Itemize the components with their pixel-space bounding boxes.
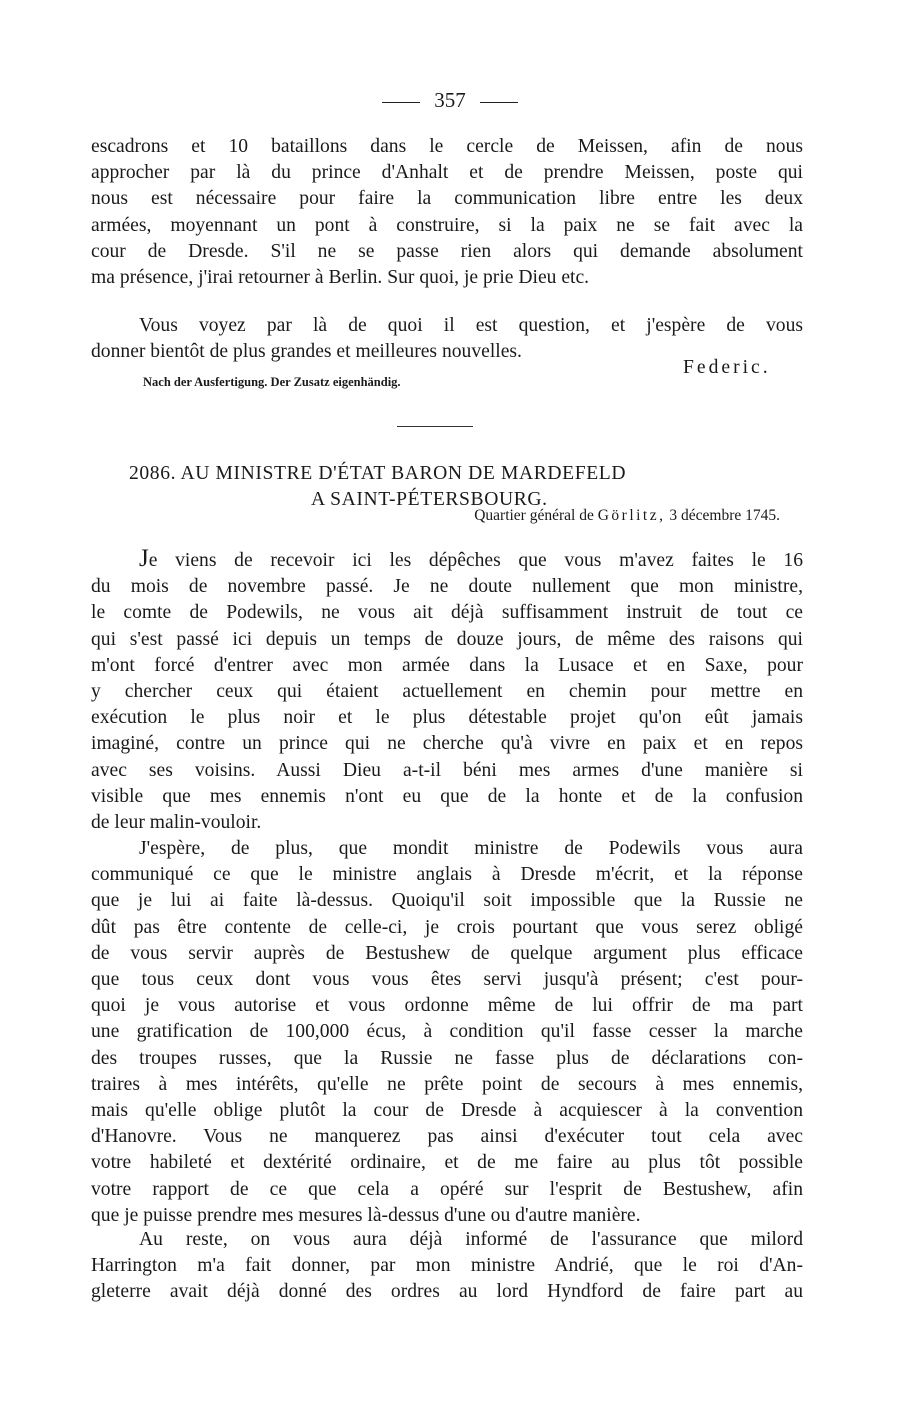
text-line: y chercher ceux qui étaient actuellement en chemin pour mettre en <box>91 681 803 703</box>
letter-paragraph-1 <box>91 545 803 836</box>
text-line <box>91 545 803 574</box>
header-rule-left <box>382 102 420 103</box>
text-line: d'Hanovre. Vous ne manquerez pas ainsi d'exécuter tout cela avec <box>91 1126 803 1148</box>
dateline <box>370 507 780 525</box>
signature: Federic. <box>683 357 771 378</box>
text-line: armées, moyennant un pont à construire, si la paix ne se fait avec la <box>91 214 803 236</box>
section-divider <box>397 426 473 427</box>
text-line: ma présence, j'irai retourner à Berlin. Sur quoi, je prie Dieu etc. <box>91 267 590 289</box>
text-line: donner bientôt de plus grandes et meilleures nouvelles. <box>91 341 522 363</box>
text-line: de vous servir auprès de Bestushew de quelque argument plus efficace <box>91 942 803 964</box>
text-line: approcher par là du prince d'Anhalt et de prendre Meissen, poste qui <box>91 162 803 184</box>
text-line: nous est nécessaire pour faire la communication libre entre les deux <box>91 188 803 210</box>
source-note: Nach der Ausfertigung. Der Zusatz eigenhändig. <box>143 375 401 389</box>
dateline-prefix: Quartier général de <box>474 507 594 524</box>
letter-paragraph-2 <box>91 836 803 1229</box>
text-line: traires à mes intérêts, qu'elle ne prête point de secours à mes ennemis, <box>91 1073 803 1095</box>
continuation-paragraph <box>91 134 803 291</box>
text-line: quoi je vous autorise et vous ordonne même de lui offrir de ma part <box>91 995 803 1017</box>
header-rule-right <box>480 102 518 103</box>
text-line: J'espère, de plus, que mondit ministre de Podewils vous aura <box>139 838 803 859</box>
text-line: dût pas être contente de celle-ci, je crois pourtant que vous serez obligé <box>91 916 803 938</box>
text-line: visible que mes ennemis n'ont eu que de la honte et de la confusion <box>91 785 803 807</box>
letter-heading-line-1: 2086. AU MINISTRE D'ÉTAT BARON DE MARDEFELD <box>129 463 627 484</box>
first-line-text: e viens de recevoir ici les dépêches que vous m'avez faites le 16 <box>148 550 803 571</box>
text-line: que je lui ai faite là-dessus. Quoiqu'il soit impossible que la Russie ne <box>91 890 803 912</box>
text-line: votre habileté et dextérité ordinaire, et de me faire au plus tôt possible <box>91 1152 803 1174</box>
text-line: des troupes russes, que la Russie ne fasse plus de déclarations con- <box>91 1047 803 1069</box>
dateline-place: Görlitz, <box>597 507 666 524</box>
text-line: que tous ceux dont vous vous êtes servi jusqu'à présent; c'est pour- <box>91 969 803 991</box>
dateline-date: 3 décembre 1745. <box>669 507 780 524</box>
text-line: avec ses voisins. Aussi Dieu a-t-il béni mes armes d'une manière si <box>91 759 803 781</box>
text-line: le comte de Podewils, ne vous ait déjà suffisamment instruit de tout ce <box>91 602 803 624</box>
drop-cap: J <box>139 545 149 572</box>
text-line: communiqué ce que le ministre anglais à Dresde m'écrit, et la réponse <box>91 864 803 886</box>
text-line: une gratification de 100,000 écus, à condition qu'il fasse cesser la marche <box>91 1021 803 1043</box>
letter-heading <box>91 461 803 513</box>
text-line: qui s'est passé ici depuis un temps de douze jours, de même des raisons qui <box>91 628 803 650</box>
text-line: m'ont forcé d'entrer avec mon armée dans la Lusace et en Saxe, pour <box>91 654 803 676</box>
page-number: 357 <box>434 88 466 112</box>
text-line: de leur malin-vouloir. <box>91 812 262 834</box>
text-line: votre rapport de ce que cela a opéré sur l'esprit de Bestushew, afin <box>91 1178 803 1200</box>
page-header <box>0 88 900 113</box>
text-line: exécution le plus noir et le plus détestable projet qu'on eût jamais <box>91 707 803 729</box>
text-line: cour de Dresde. S'il ne se passe rien alors qui demande absolument <box>91 240 803 262</box>
text-line: gleterre avait déjà donné des ordres au lord Hyndford de faire part au <box>91 1281 803 1303</box>
text-line: du mois de novembre passé. Je ne doute nullement que mon ministre, <box>91 576 803 598</box>
text-line: Harrington m'a fait donner, par mon ministre Andrié, que le roi d'An- <box>91 1255 803 1277</box>
text-line: escadrons et 10 bataillons dans le cercle de Meissen, afin de nous <box>91 136 803 157</box>
text-line: que je puisse prendre mes mesures là-dessus d'une ou d'autre manière. <box>91 1204 641 1226</box>
letter-paragraph-3 <box>91 1227 803 1306</box>
text-line: imaginé, contre un prince qui ne cherche qu'à vivre en paix et en repos <box>91 733 803 755</box>
text-line: mais qu'elle oblige plutôt la cour de Dresde à acquiescer à la convention <box>91 1100 803 1122</box>
text-line: Au reste, on vous aura déjà informé de l'assurance que milord <box>139 1229 803 1250</box>
letter-heading-line-2: A SAINT-PÉTERSBOURG. <box>311 489 548 510</box>
text-line: Vous voyez par là de quoi il est question, et j'espère de vous <box>139 315 803 336</box>
